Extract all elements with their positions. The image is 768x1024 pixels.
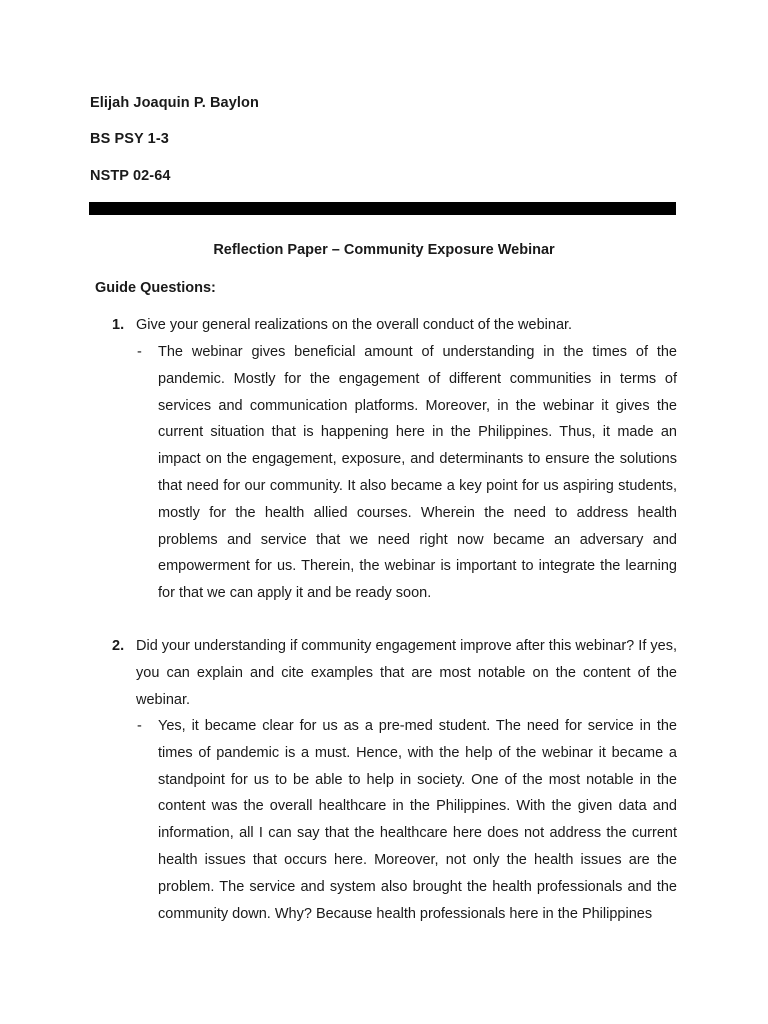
answer-1-text: The webinar gives beneficial amount of understanding in the times of the pandemic. Mostly for the engagement of different communities in terms of services and communication platforms. Moreover, in the webinar it gives the current situation that is happening here in the Philippines. Thus, it made an impact on the engagement, exposure, and determinants to ensure the solutions that need for our community. It also became a key point for us aspiring students, mostly for the health allied courses. Wherein the need to address health problems and service that we need right now became an adversary and empowerment for us. Therein, the webinar is important to integrate the learning for that we can apply it and be ready soon.: [158, 344, 677, 602]
question-2-number: 2.: [112, 638, 125, 654]
document-title: Reflection Paper – Community Exposure Webinar: [213, 242, 555, 258]
header-divider: [89, 202, 676, 215]
answer-2-bullet: -: [137, 718, 142, 734]
answer-1-bullet: -: [137, 344, 142, 360]
author-name: Elijah Joaquin P. Baylon: [90, 95, 259, 111]
question-2-text: Did your understanding if community engagement improve after this webinar? If yes, you can explain and cite examples that are most notable on the content of the webinar.: [136, 638, 677, 708]
author-section: BS PSY 1-3: [90, 131, 169, 147]
question-1-number: 1.: [112, 317, 125, 333]
guide-questions-label: Guide Questions:: [95, 280, 216, 296]
answer-2-text: Yes, it became clear for us as a pre-med student. The need for service in the times of pandemic is a must. Hence, with the help of the webinar it became a standpoint for us to be able to help in society. One of the most notable in the content was the overall healthcare in the Philippines. With the given data and information, all I can say that the healthcare here does not address the current health issues that occurs here. Moreover, not only the health issues are the problem. The service and system also brought the health professionals and the community down. Why? Because health professionals here in the Philippines: [158, 718, 677, 922]
course-code: NSTP 02-64: [90, 168, 171, 184]
question-1-text: Give your general realizations on the overall conduct of the webinar.: [136, 317, 573, 333]
